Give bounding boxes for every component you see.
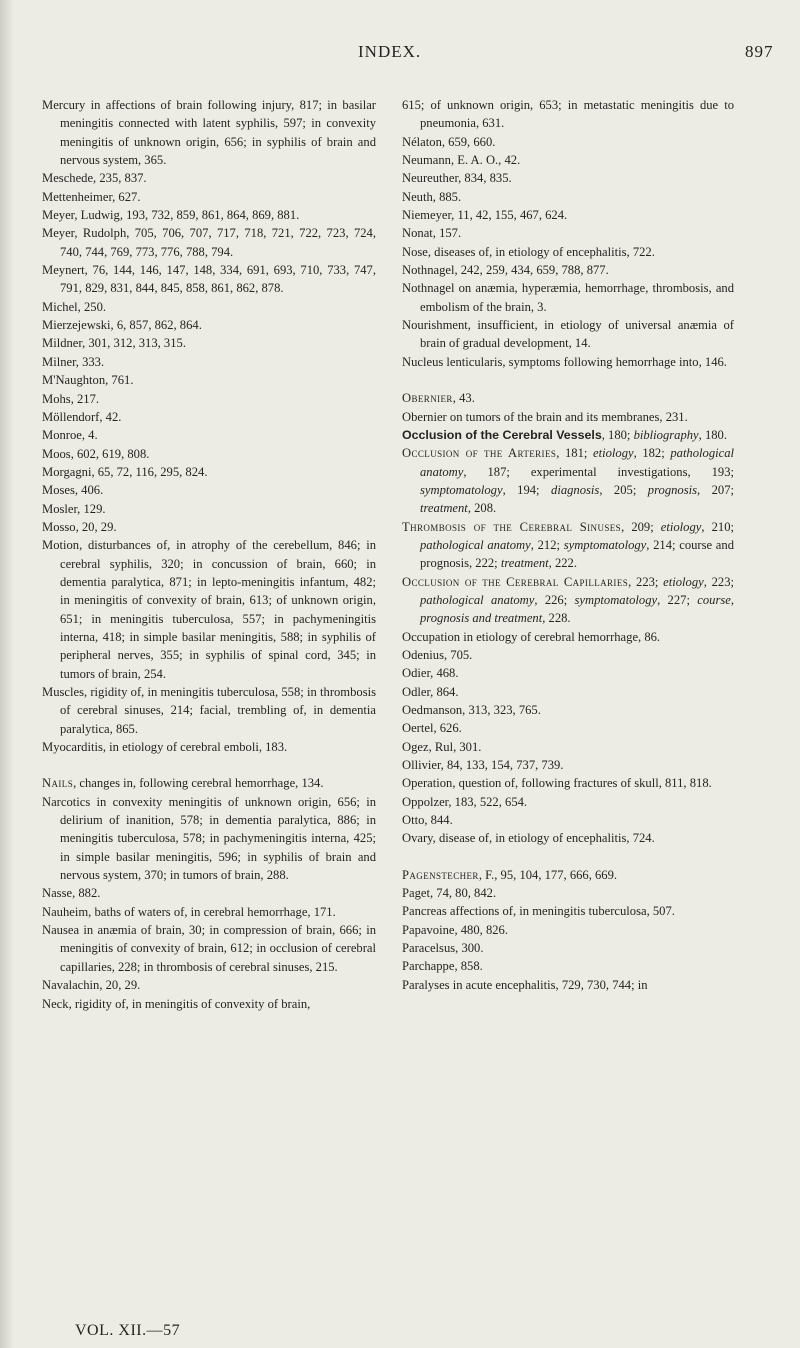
entry-text: Meyer, Ludwig, 193, 732, 859, 861, 864, 869, 881. [42,208,300,223]
entry-text: , 222. [548,556,577,571]
entry-text: Oertel, 626. [402,721,462,736]
entry-text: , F., 95, 104, 177, 666, 669. [478,867,618,882]
entry-text: Mohs, 217. [42,391,100,406]
index-entry [42,884,376,902]
entry-text: Ovary, disease of, in etiology of encephalitis, 724. [402,831,655,846]
index-entry [402,646,734,664]
index-entry [402,719,734,737]
entry-text: Ogez, Rul, 301. [402,739,482,754]
index-entry [42,169,376,187]
index-entry [402,756,734,774]
entry-text: , 207; [697,482,735,497]
entry-text: Nucleus lenticularis, symptoms following hemorrhage into, 146. [402,354,727,369]
entry-text: , 212; [530,537,564,552]
entry-text: Möllendorf, 42. [42,409,122,424]
index-entry [42,334,376,352]
index-entry [42,793,376,885]
entry-text: Muscles, rigidity of, in meningitis tuberculosa, 558; in thrombosis of cerebral sinuses, 214; facial, trembling of, in dementia paralytica, 865. [42,685,376,736]
index-entry [402,188,734,206]
index-entry [402,902,734,920]
index-entry [402,426,734,444]
page-number: 897 [745,42,774,61]
entry-italic: etiology [593,446,634,461]
index-entry [402,316,734,353]
entry-text: Motion, disturbances of, in atrophy of the cerebellum, 846; in cerebral syphilis, 320; in concussion of brain, 660; in dementia paralytica, 871; in lepto-meningitis infantum, 482; in meningitis of convexity of brain, 613; of unknown origin, 651; in meningitis tuberculosa, 557; in pachymeningitis interna, 418; in simple basilar meningitis, 588; in syphilis of peripheral nerves, 355; in syphilis of spinal cord, 345; in tumors of brain, 254. [42,538,376,681]
entry-text: , 209; [621,519,661,534]
index-entry [402,133,734,151]
entry-text: , 180. [698,427,727,442]
index-entry [42,96,376,169]
entry-italic: etiology [663,574,704,589]
entry-text: Odler, 864. [402,684,459,699]
index-entry [42,774,376,792]
entry-text: Papavoine, 480, 826. [402,922,508,937]
entry-text: Moses, 406. [42,483,104,498]
entry-text: Nothnagel, 242, 259, 434, 659, 788, 877. [402,263,609,278]
entry-text: Myocarditis, in etiology of cerebral emboli, 183. [42,740,288,755]
index-entry [402,206,734,224]
entry-text: , 223; [703,574,735,589]
index-entry [402,683,734,701]
index-entry [42,408,376,426]
entry-text: , 210; [701,519,735,534]
index-entry [402,353,734,371]
entry-text: 615; of unknown origin, 653; in metastatic meningitis due to pneumonia, 631. [402,98,734,131]
index-entry [42,463,376,481]
index-entry [402,444,734,517]
section-gap [402,848,734,866]
entry-italic: prognosis [647,482,698,497]
entry-heading-smallcaps: Nails [42,776,74,791]
index-entry [402,921,734,939]
index-entry [42,536,376,683]
entry-heading-smallcaps: Obernier [402,391,453,406]
index-entry [402,261,734,279]
entry-text: Monroe, 4. [42,428,98,443]
entry-text: Navalachin, 20, 29. [42,978,141,993]
entry-text: Odenius, 705. [402,647,473,662]
entry-text: Odier, 468. [402,666,459,681]
index-entry [402,738,734,756]
entry-italic: diagnosis [551,482,600,497]
section-gap [42,756,376,774]
index-entry [402,243,734,261]
index-entry [42,481,376,499]
index-entry [402,829,734,847]
entry-text: , 223; [628,574,664,589]
index-entry [402,774,734,792]
index-entry [42,445,376,463]
entry-text: M'Naughton, 761. [42,373,134,388]
entry-italic: course, prognosis and treatment [420,592,734,626]
index-entry [402,884,734,902]
entry-text: , changes in, following cerebral hemorrhage, 134. [73,776,324,791]
entry-text: Mosso, 20, 29. [42,519,117,534]
entry-text: Nausea in anæmia of brain, 30; in compression of brain, 666; in meningitis of convexity of brain, 612; in occlusion of cerebral capillaries, 228; in thrombosis of cerebral sinuses, 215. [42,923,376,974]
entry-text: Meyer, Rudolph, 705, 706, 707, 717, 718, 721, 722, 723, 724, 740, 744, 769, 773, 776, 788, 794. [42,226,376,259]
index-entry [402,628,734,646]
entry-text: Meynert, 76, 144, 146, 147, 148, 334, 691, 693, 710, 733, 747, 791, 829, 831, 844, 845, 858, 861, 862, 878. [42,263,376,296]
entry-text: , 208. [467,501,497,516]
entry-heading-smallcaps: Occlusion of the Arteries [402,446,557,461]
entry-italic: pathological anatomy [420,446,735,479]
index-entry [402,224,734,242]
entry-text: Parchappe, 858. [402,959,483,974]
entry-text: Paralyses in acute encephalitis, 729, 730, 744; in [402,977,648,992]
index-entry [402,408,734,426]
index-entry [402,811,734,829]
index-entry [402,573,734,628]
index-entry [402,96,734,133]
entry-text: Neuth, 885. [402,189,462,204]
index-entry [402,976,734,994]
entry-text: , 181; [556,446,594,461]
index-entry [42,976,376,994]
index-entry [42,903,376,921]
entry-text: Obernier on tumors of the brain and its membranes, 231. [402,409,688,424]
entry-text: Nasse, 882. [42,886,101,901]
entry-heading-smallcaps: Thrombosis of the Cerebral Sinuses [402,519,622,534]
entry-italic: symptomatology [574,592,658,607]
entry-text: Occupation in etiology of cerebral hemorrhage, 86. [402,629,661,644]
entry-italic: treatment [420,501,468,516]
entry-italic: etiology [660,519,702,534]
index-entry [402,389,734,407]
entry-italic: pathological anatomy [420,537,531,552]
entry-text: Nonat, 157. [402,226,462,241]
entry-text: Mercury in affections of brain following injury, 817; in basilar meningitis connected with latent syphilis, 597; in convexity meningitis of unknown origin, 656; in syphilis of brain and nervous system, 365. [42,98,376,168]
entry-text: , 187; experimental investigations, 193; [463,464,734,479]
index-entry [42,224,376,261]
index-entry [402,793,734,811]
index-entry [42,426,376,444]
entry-text: Mierzejewski, 6, 857, 862, 864. [42,318,202,333]
entry-text: Nourishment, insufficient, in etiology of universal anæmia of brain of gradual development, 14. [402,318,734,351]
entry-text: Pancreas affections of, in meningitis tuberculosa, 507. [402,904,675,919]
index-entry [42,500,376,518]
entry-text: Moos, 602, 619, 808. [42,446,150,461]
index-entry [42,261,376,298]
index-entry [42,206,376,224]
index-entry [402,518,734,573]
index-column-right [402,96,734,994]
entry-text: Michel, 250. [42,299,107,314]
entry-italic: bibliography [633,427,699,442]
entry-text: Paracelsus, 300. [402,941,484,956]
entry-heading-bold: Occlusion of the Cerebral Vessels [402,427,602,442]
index-entry [402,169,734,187]
index-entry [42,390,376,408]
index-entry [402,664,734,682]
section-gap [402,371,734,389]
volume-signature: VOL. XII.—57 [75,1322,181,1339]
entry-italic: treatment [500,556,549,571]
index-entry [42,316,376,334]
entry-text: Neumann, E. A. O., 42. [402,153,521,168]
entry-text: , 180; [601,427,634,442]
entry-text: Nothnagel on anæmia, hyperæmia, hemorrhage, thrombosis, and embolism of the brain, 3. [402,281,734,314]
index-entry [42,371,376,389]
entry-italic: symptomatology [420,482,503,497]
entry-text: Mildner, 301, 312, 313, 315. [42,336,186,351]
entry-text: Paget, 74, 80, 842. [402,886,497,901]
entry-text: Operation, question of, following fractures of skull, 811, 818. [402,776,712,791]
entry-text: Ollivier, 84, 133, 154, 737, 739. [402,758,564,773]
entry-text: Niemeyer, 11, 42, 155, 467, 624. [402,208,568,223]
index-entry [42,995,376,1013]
entry-text: Oedmanson, 313, 323, 765. [402,703,541,717]
entry-text: , 43. [452,391,475,406]
entry-heading-smallcaps: Occlusion of the Cerebral Capillaries [402,574,629,589]
entry-text: Meschede, 235, 837. [42,171,147,186]
index-entry [42,298,376,316]
index-column-left [42,96,376,1013]
entry-italic: pathological anatomy [420,592,535,607]
entry-text: Nose, diseases of, in etiology of encephalitis, 722. [402,244,655,259]
entry-text: Mosler, 129. [42,501,106,516]
entry-text: Narcotics in convexity meningitis of unknown origin, 656; in delirium of inanition, 578; in dementia paralytica, 886; in meningitis tuberculosa, 578; in pachymeningitis interna, 425; in simple basilar meningitis, 596; in syphilis of brain and nervous system, 370; in tumors of brain, 288. [42,794,376,883]
entry-text: Nauheim, baths of waters of, in cerebral hemorrhage, 171. [42,904,336,919]
index-entry [402,701,734,719]
entry-text: Otto, 844. [402,813,453,828]
entry-text: , 226; [534,592,575,607]
index-entry [402,939,734,957]
entry-text: , 214; course and prognosis, 222; [420,537,734,571]
entry-text: Oppolzer, 183, 522, 654. [402,794,528,809]
entry-text: Milner, 333. [42,354,105,369]
page-spine-shadow [0,0,14,1348]
index-entry [402,957,734,975]
entry-text: Neureuther, 834, 835. [402,171,512,186]
entry-text: Morgagni, 65, 72, 116, 295, 824. [42,464,208,479]
entry-text: Neck, rigidity of, in meningitis of convexity of brain, [42,996,311,1011]
index-entry [42,738,376,756]
entry-text: Mettenheimer, 627. [42,189,141,204]
index-entry [402,151,734,169]
entry-text: , 228. [542,611,571,626]
entry-text: , 227; [657,592,698,607]
index-entry [42,188,376,206]
entry-heading-smallcaps: Pagenstecher [402,867,479,882]
entry-italic: symptomatology [563,537,647,552]
index-entry [42,518,376,536]
index-entry [42,921,376,976]
entry-text: , 182; [633,446,671,461]
index-entry [402,866,734,884]
entry-text: , 205; [599,482,648,497]
entry-text: Nélaton, 659, 660. [402,134,496,149]
index-entry [42,683,376,738]
index-entry [402,279,734,316]
page-title: INDEX. [358,42,422,61]
index-entry [42,353,376,371]
entry-text: , 194; [502,482,552,497]
